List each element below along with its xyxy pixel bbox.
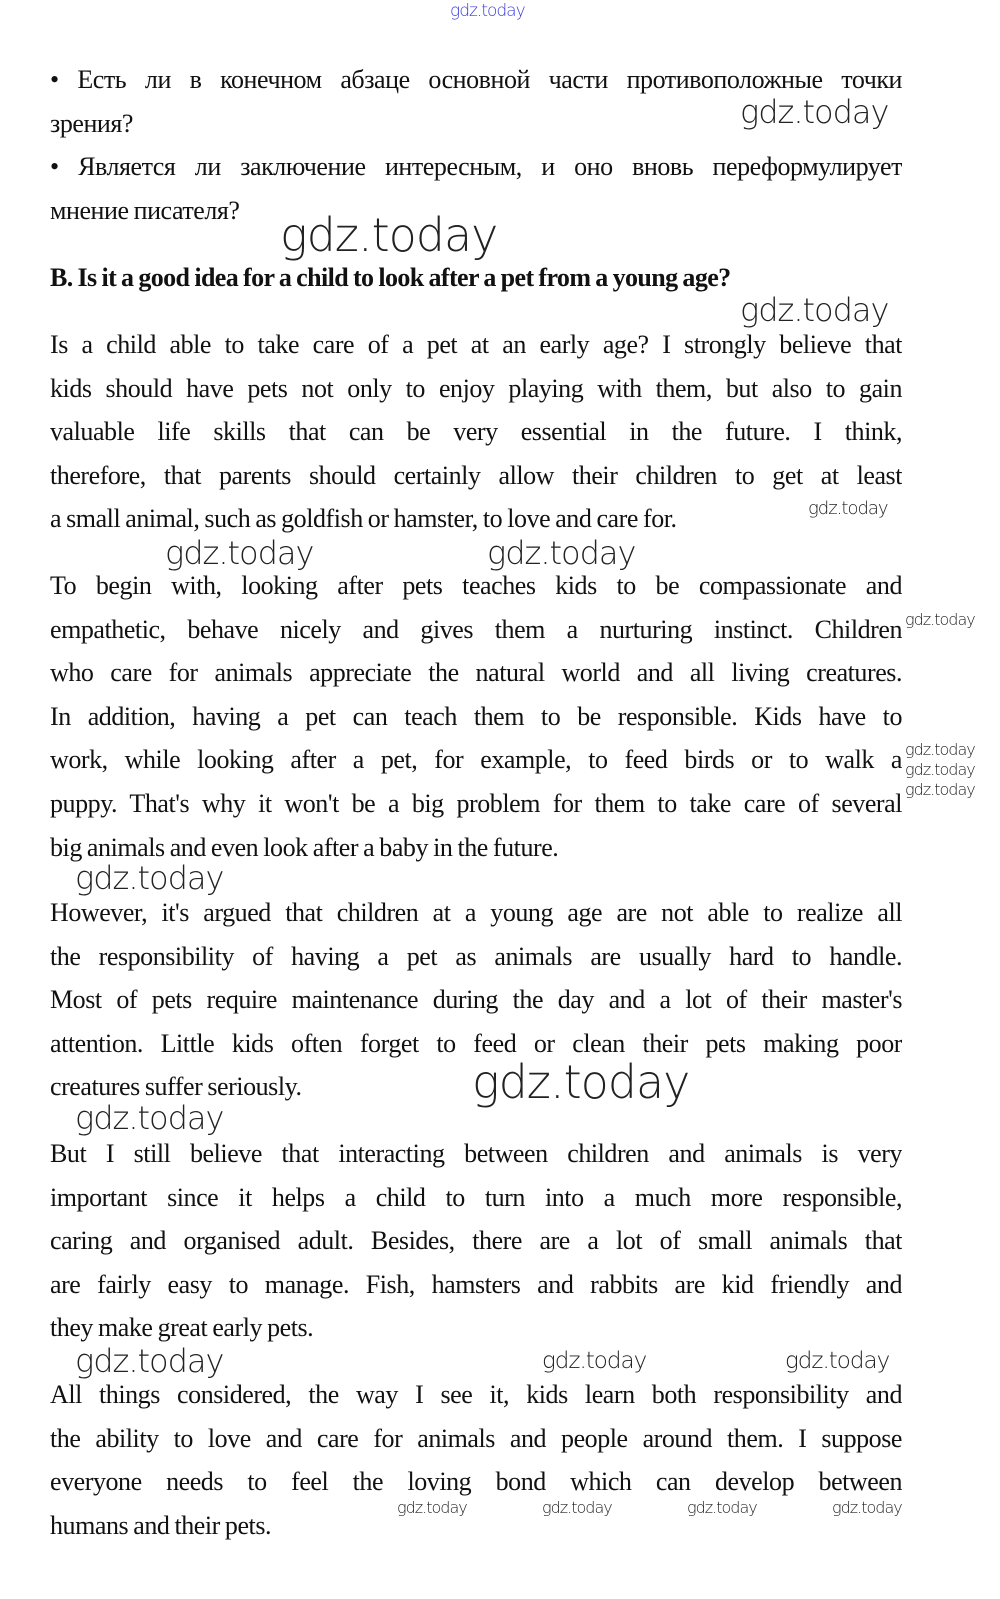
paragraph-3-line: However, it's argued that children at a young age are not able to realize all (50, 899, 902, 927)
paragraph-2-line: In addition, having a pet can teach them to be responsible. Kids have to (50, 702, 902, 731)
header-watermark: gdz.today (450, 1, 525, 21)
watermark: gdz.today (487, 534, 636, 572)
paragraph-4-line: But I still believe that interacting between children and animals is very (50, 1140, 902, 1168)
watermark: gdz.today (397, 1498, 467, 1517)
paragraph-4-line: they make great early pets. (50, 1314, 314, 1343)
russian-questions-line: • Является ли заключение интересным, и оно вновь переформулирует (50, 153, 902, 182)
watermark: gdz.today (905, 610, 975, 629)
russian-questions-line: зрения? (50, 109, 133, 138)
paragraph-4-line: caring and organised adult. Besides, there are a lot of small animals that (50, 1227, 902, 1256)
watermark: gdz.today (280, 208, 498, 262)
watermark: gdz.today (740, 291, 889, 329)
paragraph-2-line: puppy. That's why it won't be a big problem for them to take care of several (50, 790, 902, 818)
heading-line: B. Is it a good idea for a child to look after a pet from a young age? (50, 264, 731, 292)
watermark: gdz.today (542, 1348, 647, 1374)
paragraph-1-line: valuable life skills that can be very essential in the future. I think, (50, 418, 902, 447)
watermark: gdz.today (472, 1055, 690, 1109)
watermark: gdz.today (75, 1099, 224, 1137)
watermark: gdz.today (832, 1498, 902, 1517)
watermark: gdz.today (687, 1498, 757, 1517)
paragraph-1-line: therefore, that parents should certainly allow their children to get at least (50, 461, 902, 490)
watermark: gdz.today (165, 534, 314, 572)
paragraph-4-line: important since it helps a child to turn into a much more responsible, (50, 1183, 902, 1212)
watermark: gdz.today (740, 93, 889, 131)
paragraph-2-line: empathetic, behave nicely and gives them a nurturing instinct. Children (50, 615, 902, 644)
watermark: gdz.today (905, 780, 975, 799)
watermark: gdz.today (542, 1498, 612, 1517)
paragraph-5-line: the ability to love and care for animals and people around them. I suppose (50, 1424, 902, 1453)
paragraph-3-line: attention. Little kids often forget to feed or clean their pets making poor (50, 1029, 902, 1058)
paragraph-1-line: a small animal, such as goldfish or hamster, to love and care for. (50, 505, 677, 534)
paragraph-4-line: are fairly easy to manage. Fish, hamsters and rabbits are kid friendly and (50, 1270, 902, 1299)
russian-questions-line: мнение писателя? (50, 196, 240, 225)
russian-questions-line: • Есть ли в конечном абзаце основной части противоположные точки (50, 66, 902, 94)
paragraph-2-line: work, while looking after a pet, for example, to feed birds or to walk a (50, 746, 902, 775)
paragraph-2-line: big animals and even look after a baby in the future. (50, 833, 559, 862)
paragraph-1-line: Is a child able to take care of a pet at an early age? I strongly believe that (50, 331, 902, 359)
watermark: gdz.today (905, 740, 975, 759)
paragraph-2-line: To begin with, looking after pets teaches kids to be compassionate and (50, 572, 902, 600)
paragraph-1-line: kids should have pets not only to enjoy playing with them, but also to gain (50, 374, 902, 403)
watermark: gdz.today (785, 1348, 890, 1374)
watermark: gdz.today (808, 498, 888, 519)
paragraph-2-line: who care for animals appreciate the natural world and all living creatures. (50, 659, 902, 688)
paragraph-5-line: everyone needs to feel the loving bond which can develop between (50, 1468, 902, 1497)
paragraph-5-line: humans and their pets. (50, 1511, 272, 1540)
paragraph-3-line: Most of pets require maintenance during the day and a lot of their master's (50, 986, 902, 1015)
watermark: gdz.today (75, 859, 224, 897)
watermark: gdz.today (75, 1342, 224, 1380)
paragraph-3-line: creatures suffer seriously. (50, 1073, 302, 1102)
paragraph-3-line: the responsibility of having a pet as animals are usually hard to handle. (50, 942, 902, 971)
watermark: gdz.today (905, 760, 975, 779)
paragraph-5-line: All things considered, the way I see it, kids learn both responsibility and (50, 1381, 902, 1409)
